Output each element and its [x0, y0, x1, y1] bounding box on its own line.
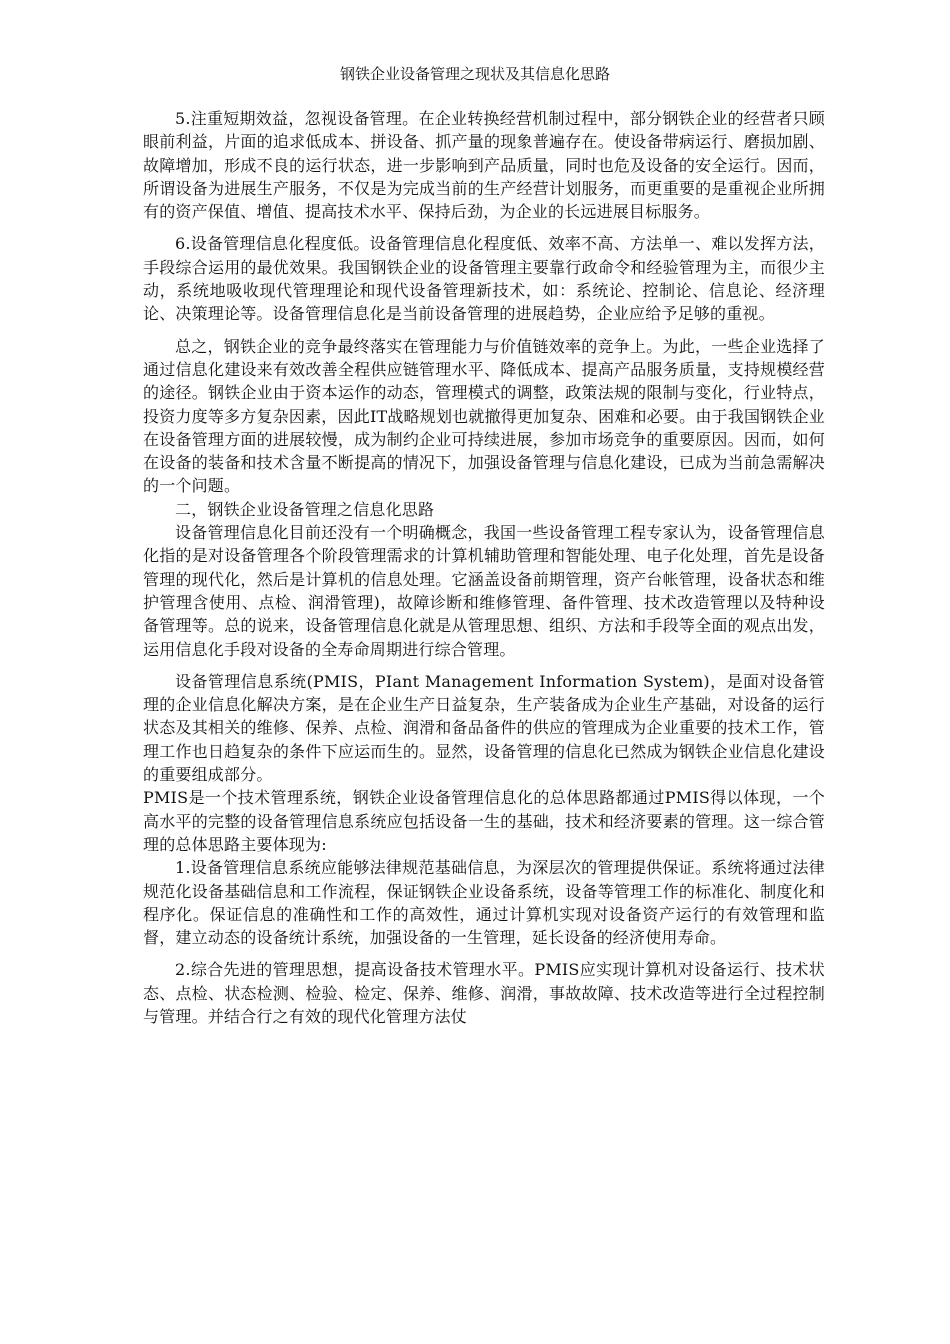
paragraph-pmis-intro: 设备管理信息系统(PMIS，PIant Management Information System)，是面对设备管理的企业信息化解决方案，是在企业生产日益复杂，生产装备成为企业生产基础，对设备的运行状态及其相关的维修、保养、点检、润滑和备品备件的供应的管理成为企业重要的技术工作，管理工作也日趋复杂的条件下应运而生的。显然，设备管理的信息化已然成为钢铁企业信息化建设的重要组成部分。	[143, 671, 825, 785]
paragraph-short-term-benefit: 5.注重短期效益，忽视设备管理。在企业转换经营机制过程中，部分钢铁企业的经营者只顾眼前利益，片面的追求低成本、拼设备、抓产量的现象普遍存在。使设备带病运行、磨损加剧、故障增加，形成不良的运行状态，进一步影响到产品质量，同时也危及设备的安全运行。因而，所谓设备为进展生产服务，不仅是为完成当前的生产经营计划服务，而更重要的是重视企业所拥有的资产保值、增值、提高技术水平、保持后劲，为企业的长远进展目标服务。	[143, 109, 825, 222]
section-heading-2: 二，钢铁企业设备管理之信息化思路	[175, 499, 435, 519]
paragraph-pmis-overview: PMIS是一个技术管理系统，钢铁企业设备管理信息化的总体思路都通过PMIS得以体现，一个高水平的完整的设备管理信息系统应包括设备一生的基础，技术和经济要素的管理。这一综合管理的总体思路主要体现为:	[143, 788, 825, 854]
paragraph-point-1: 1.设备管理信息系统应能够法律规范基础信息，为深层次的管理提供保证。系统将通过法律规范化设备基础信息和工作流程，保证钢铁企业设备系统，设备等管理工作的标准化、制度化和程序化。保证信息的准确性和工作的高效性，通过计算机实现对设备资产运行的有效管理和监督，建立动态的设备统计系统，加强设备的一生管理，延长设备的经济使用寿命。	[143, 858, 825, 948]
paragraph-definition: 设备管理信息化目前还没有一个明确概念，我国一些设备管理工程专家认为，设备管理信息化指的是对设备管理各个阶段管理需求的计算机辅助管理和智能处理、电子化处理，首先是设备管理的现代化，然后是计算机的信息处理。它涵盖设备前期管理，资产台帐管理，设备状态和维护管理含使用、点检、润滑管理)，故障诊断和维修管理、备件管理、技术改造管理以及特种设备管理等。总的说来，设备管理信息化就是从管理思想、组织、方法和手段等全面的观点出发，运用信息化手段对设备的全寿命周期进行综合管理。	[143, 523, 825, 659]
page-header-title: 钢铁企业设备管理之现状及其信息化思路	[339, 65, 610, 83]
paragraph-point-2: 2.综合先进的管理思想，提高设备技术管理水平。PMIS应实现计算机对设备运行、技术状态、点检、状态检测、检验、检定、保养、维修、润滑，事故故障、技术改造等进行全过程控制与管理。并结合行之有效的现代化管理方法仗	[143, 960, 825, 1026]
paragraph-summary: 总之，钢铁企业的竞争最终落实在管理能力与价值链效率的竞争上。为此，一些企业选择了通过信息化建设来有效改善全程供应链管理水平、降低成本、提高产品服务质量，支持规模经营的途径。钢铁企业由于资本运作的动态，管理模式的调整，政策法规的限制与变化，行业特点，投资力度等多方复杂因素，因此IT战略规划也就撤得更加复杂、困难和必要。由于我国钢铁企业在设备管理方面的进展较慢，成为制约企业可持续进展，参加市场竞争的重要原因。因而，如何在设备的装备和技术含量不断提高的情况下，加强设备管理与信息化建设，已成为当前急需解决的一个问题。	[143, 336, 825, 496]
document-body	[143, 107, 825, 1028]
paragraph-informatization-low: 6.设备管理信息化程度低。设备管理信息化程度低、效率不高、方法单一、难以发挥方法，手段综合运用的最优效果。我国钢铁企业的设备管理主要靠行政命令和经验管理为主，而很少主动，系统地吸收现代管理理论和现代设备管理新技术，如：系统论、控制论、信息论、经济理论、决策理论等。设备管理信息化是当前设备管理的进展趋势，企业应给予足够的重视。	[143, 234, 825, 324]
